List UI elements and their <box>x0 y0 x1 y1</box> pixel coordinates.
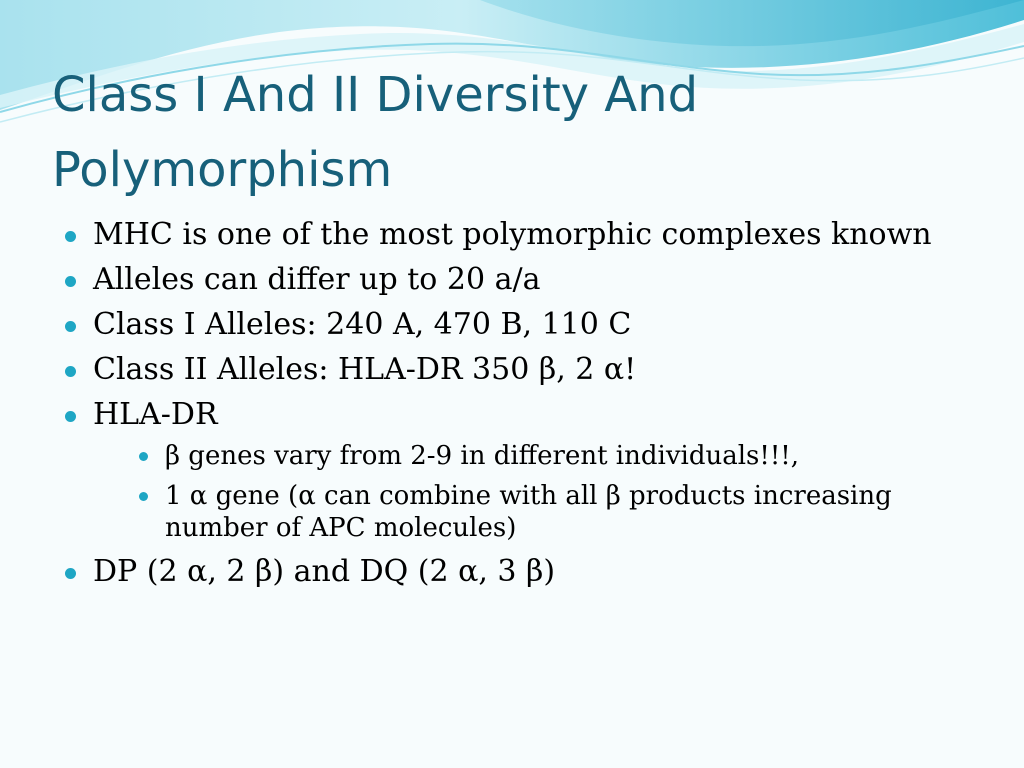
bullet-item <box>62 353 982 387</box>
sub-bullet-text: β genes vary from 2-9 in different individuals!!!, <box>165 441 799 471</box>
bullet-item <box>62 308 982 342</box>
bullet-dot-icon <box>65 321 76 332</box>
sub-bullet-dot-icon <box>139 452 148 461</box>
slide-title: Class I And II Diversity And Polymorphism <box>52 67 699 198</box>
bullet-dot-icon <box>65 231 76 242</box>
bullet-text: Class I Alleles: 240 A, 470 B, 110 C <box>93 307 632 342</box>
bullet-dot-icon <box>65 411 76 422</box>
bullet-dot-icon <box>65 568 76 579</box>
sub-bullet-list <box>93 440 982 544</box>
sub-bullet-item <box>134 440 982 472</box>
bullet-text: DP (2 α, 2 β) and DQ (2 α, 3 β) <box>93 554 556 589</box>
bullet-list <box>62 218 982 600</box>
bullet-text: MHC is one of the most polymorphic complexes known <box>93 217 932 252</box>
sub-bullet-dot-icon <box>139 492 148 501</box>
bullet-item <box>62 398 982 544</box>
sub-bullet-text: 1 α gene (α can combine with all β products increasing number of APC molecules) <box>165 481 892 543</box>
bullet-text: Alleles can differ up to 20 a/a <box>93 262 541 297</box>
bullet-dot-icon <box>65 366 76 377</box>
bullet-item <box>62 218 982 252</box>
bullet-dot-icon <box>65 276 76 287</box>
sub-bullet-item <box>134 480 982 544</box>
bullet-text: Class II Alleles: HLA-DR 350 β, 2 α! <box>93 352 637 387</box>
bullet-item <box>62 263 982 297</box>
bullet-text: HLA-DR <box>93 397 218 432</box>
bullet-item <box>62 555 982 589</box>
